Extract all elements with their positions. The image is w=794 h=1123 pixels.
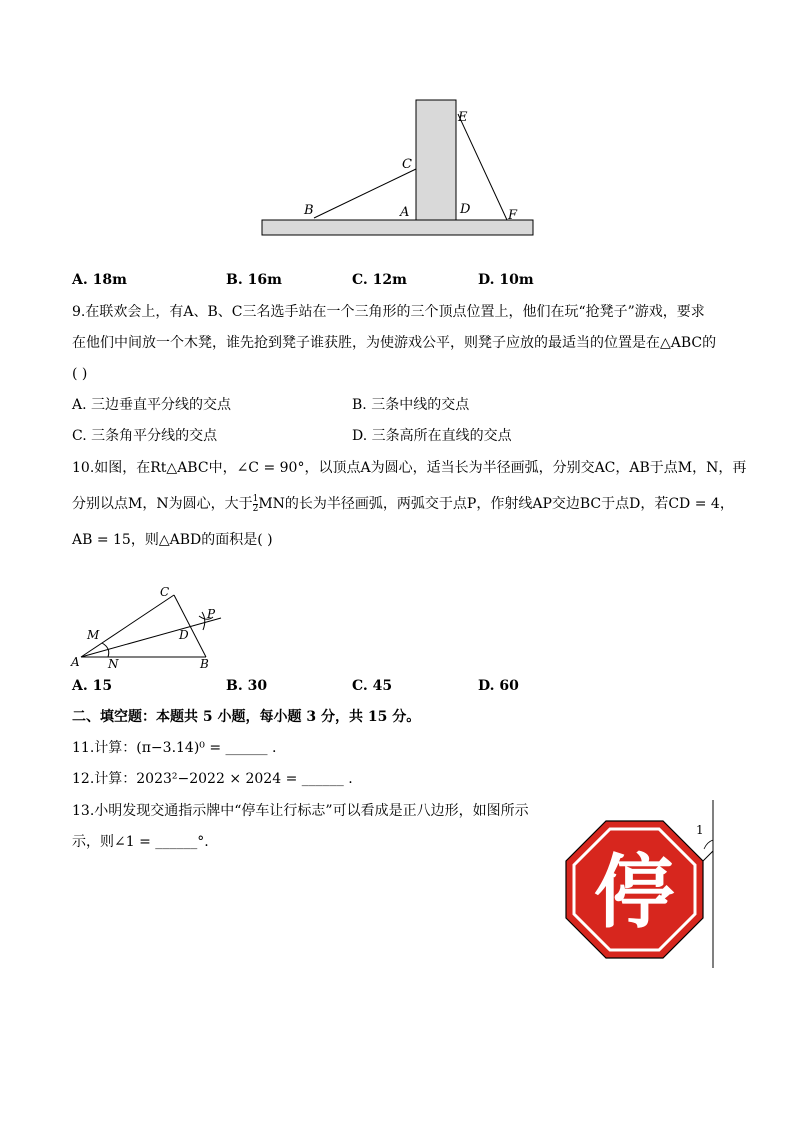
q8-option-c: C. 12m [352,272,407,288]
label-d: D [179,628,189,642]
stop-sign-figure [560,798,725,973]
q9-option-b: B. 三条中线的交点 [352,397,470,413]
q10-line-3: AB = 15，则△ABD的面积是( ) [72,532,273,548]
q9-line-2: 在他们中间放一个木凳，谁先抢到凳子谁获胜，为使游戏公平，则凳子应放的最适当的位置是在△ABC的 [72,335,717,351]
q10-line-2 [72,494,734,514]
segment-cb [174,595,206,657]
label-e: E [458,110,468,125]
label-d: D [460,202,471,217]
side-extension [703,851,713,861]
section-2-heading: 二、填空题：本题共 5 小题，每小题 3 分，共 15 分。 [72,709,421,725]
q10-option-d: D. 60 [478,678,519,694]
q13-line-1: 13.小明发现交通指示牌中“停车让行标志”可以看成是正八边形，如图所示 [72,803,529,819]
label-a: A [400,205,410,220]
label-p: P [207,607,216,621]
q9-line-3: ( ) [72,366,88,382]
q13-line-2: 示，则∠1 = ______°. [72,834,209,850]
q8-option-d: D. 10m [478,272,534,288]
q9-line-1: 9.在联欢会上，有A、B、C三名选手站在一个三角形的三个顶点位置上，他们在玩“抢凳子”游戏，要求 [72,304,705,320]
ground-rect [262,220,533,235]
q9-option-a: A. 三边垂直平分线的交点 [72,397,232,413]
q11-line: 11.计算：(π−3.14)⁰ = ______ . [72,740,277,756]
stop-character: 停 [594,846,674,939]
q12-line: 12.计算：2023²−2022 × 2024 = ______ . [72,771,353,787]
angle-arc [704,840,713,849]
q10-figure [66,580,226,672]
q9-option-c: C. 三条角平分线的交点 [72,428,218,444]
label-f: F [508,208,518,223]
q8-option-b: B. 16m [226,272,282,288]
q10-line-2a: 分别以点M，N为圆心，大于 [72,496,253,512]
q8-option-a: A. 18m [72,272,127,288]
label-b: B [304,203,314,218]
q8-figure [250,90,550,250]
q10-option-b: B. 30 [226,678,268,694]
label-c: C [160,585,170,599]
label-m: M [87,628,100,642]
fraction-half: $\frac{1}{2}$ [252,493,259,514]
arc-p1 [202,612,205,630]
label-n: N [108,657,119,671]
q9-option-d: D. 三条高所在直线的交点 [352,428,512,444]
wall-rect [416,100,456,220]
q10-option-a: A. 15 [72,678,113,694]
segment-ac [81,595,174,657]
label-b: B [200,657,209,671]
angle-label: 1 [696,823,704,837]
q10-option-c: C. 45 [352,678,393,694]
label-a: A [71,655,80,669]
ray-ap [81,618,221,657]
label-c: C [402,157,412,172]
q10-line-2b: MN的长为半径画弧，两弧交于点P，作射线AP交边BC于点D，若CD = 4， [258,496,734,512]
q10-line-1: 10.如图，在Rt△ABC中，∠C = 90°，以顶点A为圆心，适当长为半径画弧，分别交AC，AB于点M，N，再 [72,460,747,476]
